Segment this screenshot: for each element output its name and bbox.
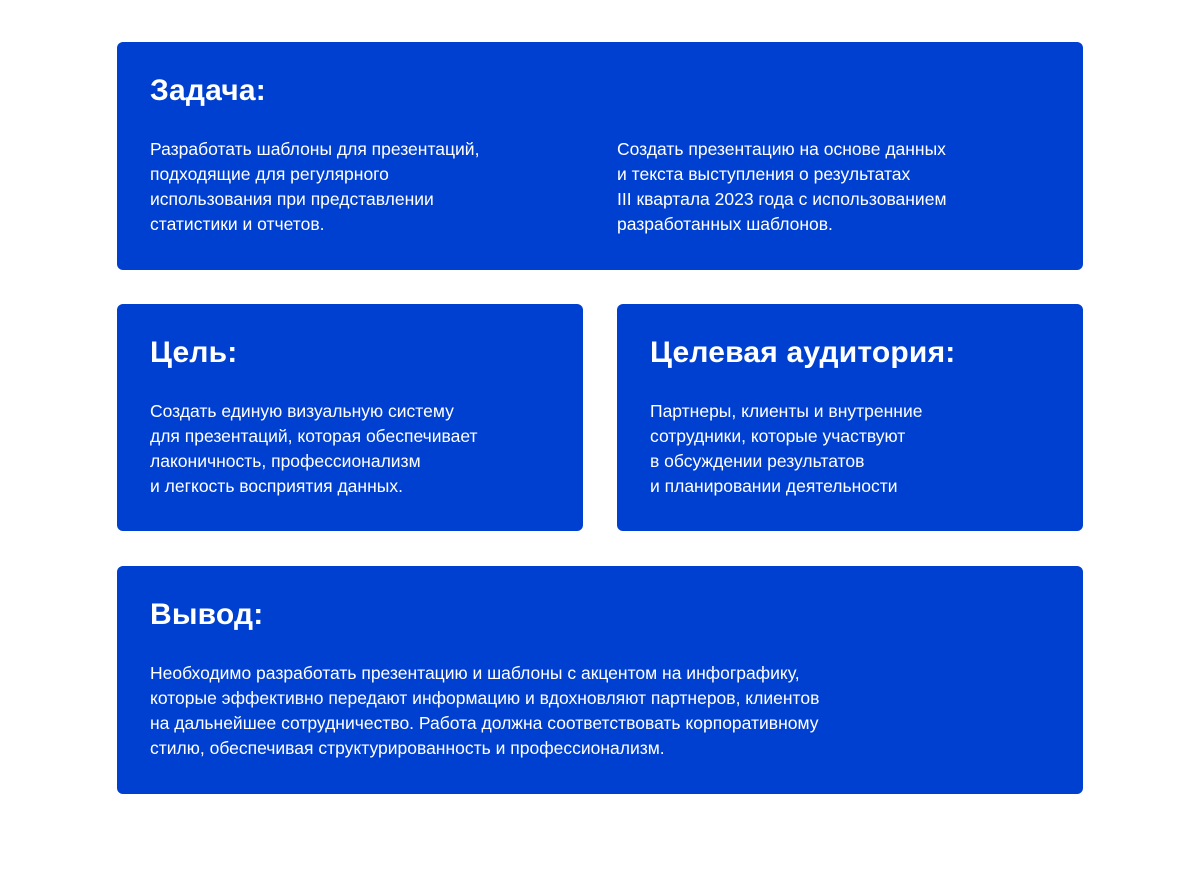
goal-line: и легкость восприятия данных. xyxy=(150,476,403,496)
task-left-line: подходящие для регулярного xyxy=(150,164,389,184)
audience-card xyxy=(617,304,1083,531)
conclusion-line: стилю, обеспечивая структурированность и профессионализм. xyxy=(150,738,665,758)
conclusion-line: Необходимо разработать презентацию и шаблоны с акцентом на инфографику, xyxy=(150,663,800,683)
task-card xyxy=(117,42,1083,270)
audience-line: Партнеры, клиенты и внутренние xyxy=(650,401,923,421)
audience-line: и планировании деятельности xyxy=(650,476,898,496)
goal-description xyxy=(150,399,478,499)
goal-line: лаконичность, профессионализм xyxy=(150,451,421,471)
task-left-line: статистики и отчетов. xyxy=(150,214,325,234)
audience-description xyxy=(650,399,922,499)
conclusion-card xyxy=(117,566,1083,794)
task-right-line: III квартала 2023 года с использованием xyxy=(617,189,947,209)
conclusion-title: Вывод: xyxy=(150,598,264,631)
task-right-line: разработанных шаблонов. xyxy=(617,214,833,234)
goal-line: для презентаций, которая обеспечивает xyxy=(150,426,478,446)
task-left-line: использования при представлении xyxy=(150,189,434,209)
task-description-right xyxy=(617,137,946,237)
task-right-line: Создать презентацию на основе данных xyxy=(617,139,946,159)
goal-line: Создать единую визуальную систему xyxy=(150,401,454,421)
audience-line: сотрудники, которые участвуют xyxy=(650,426,906,446)
task-description-left xyxy=(150,137,479,237)
task-right-line: и текста выступления о результатах xyxy=(617,164,911,184)
audience-line: в обсуждении результатов xyxy=(650,451,865,471)
conclusion-line: которые эффективно передают информацию и вдохновляют партнеров, клиентов xyxy=(150,688,820,708)
audience-title: Целевая аудитория: xyxy=(650,336,956,369)
goal-title: Цель: xyxy=(150,336,238,369)
goal-card xyxy=(117,304,583,531)
conclusion-line: на дальнейшее сотрудничество. Работа должна соответствовать корпоративному xyxy=(150,713,819,733)
task-left-line: Разработать шаблоны для презентаций, xyxy=(150,139,480,159)
task-title: Задача: xyxy=(150,74,266,107)
conclusion-description xyxy=(150,661,819,761)
